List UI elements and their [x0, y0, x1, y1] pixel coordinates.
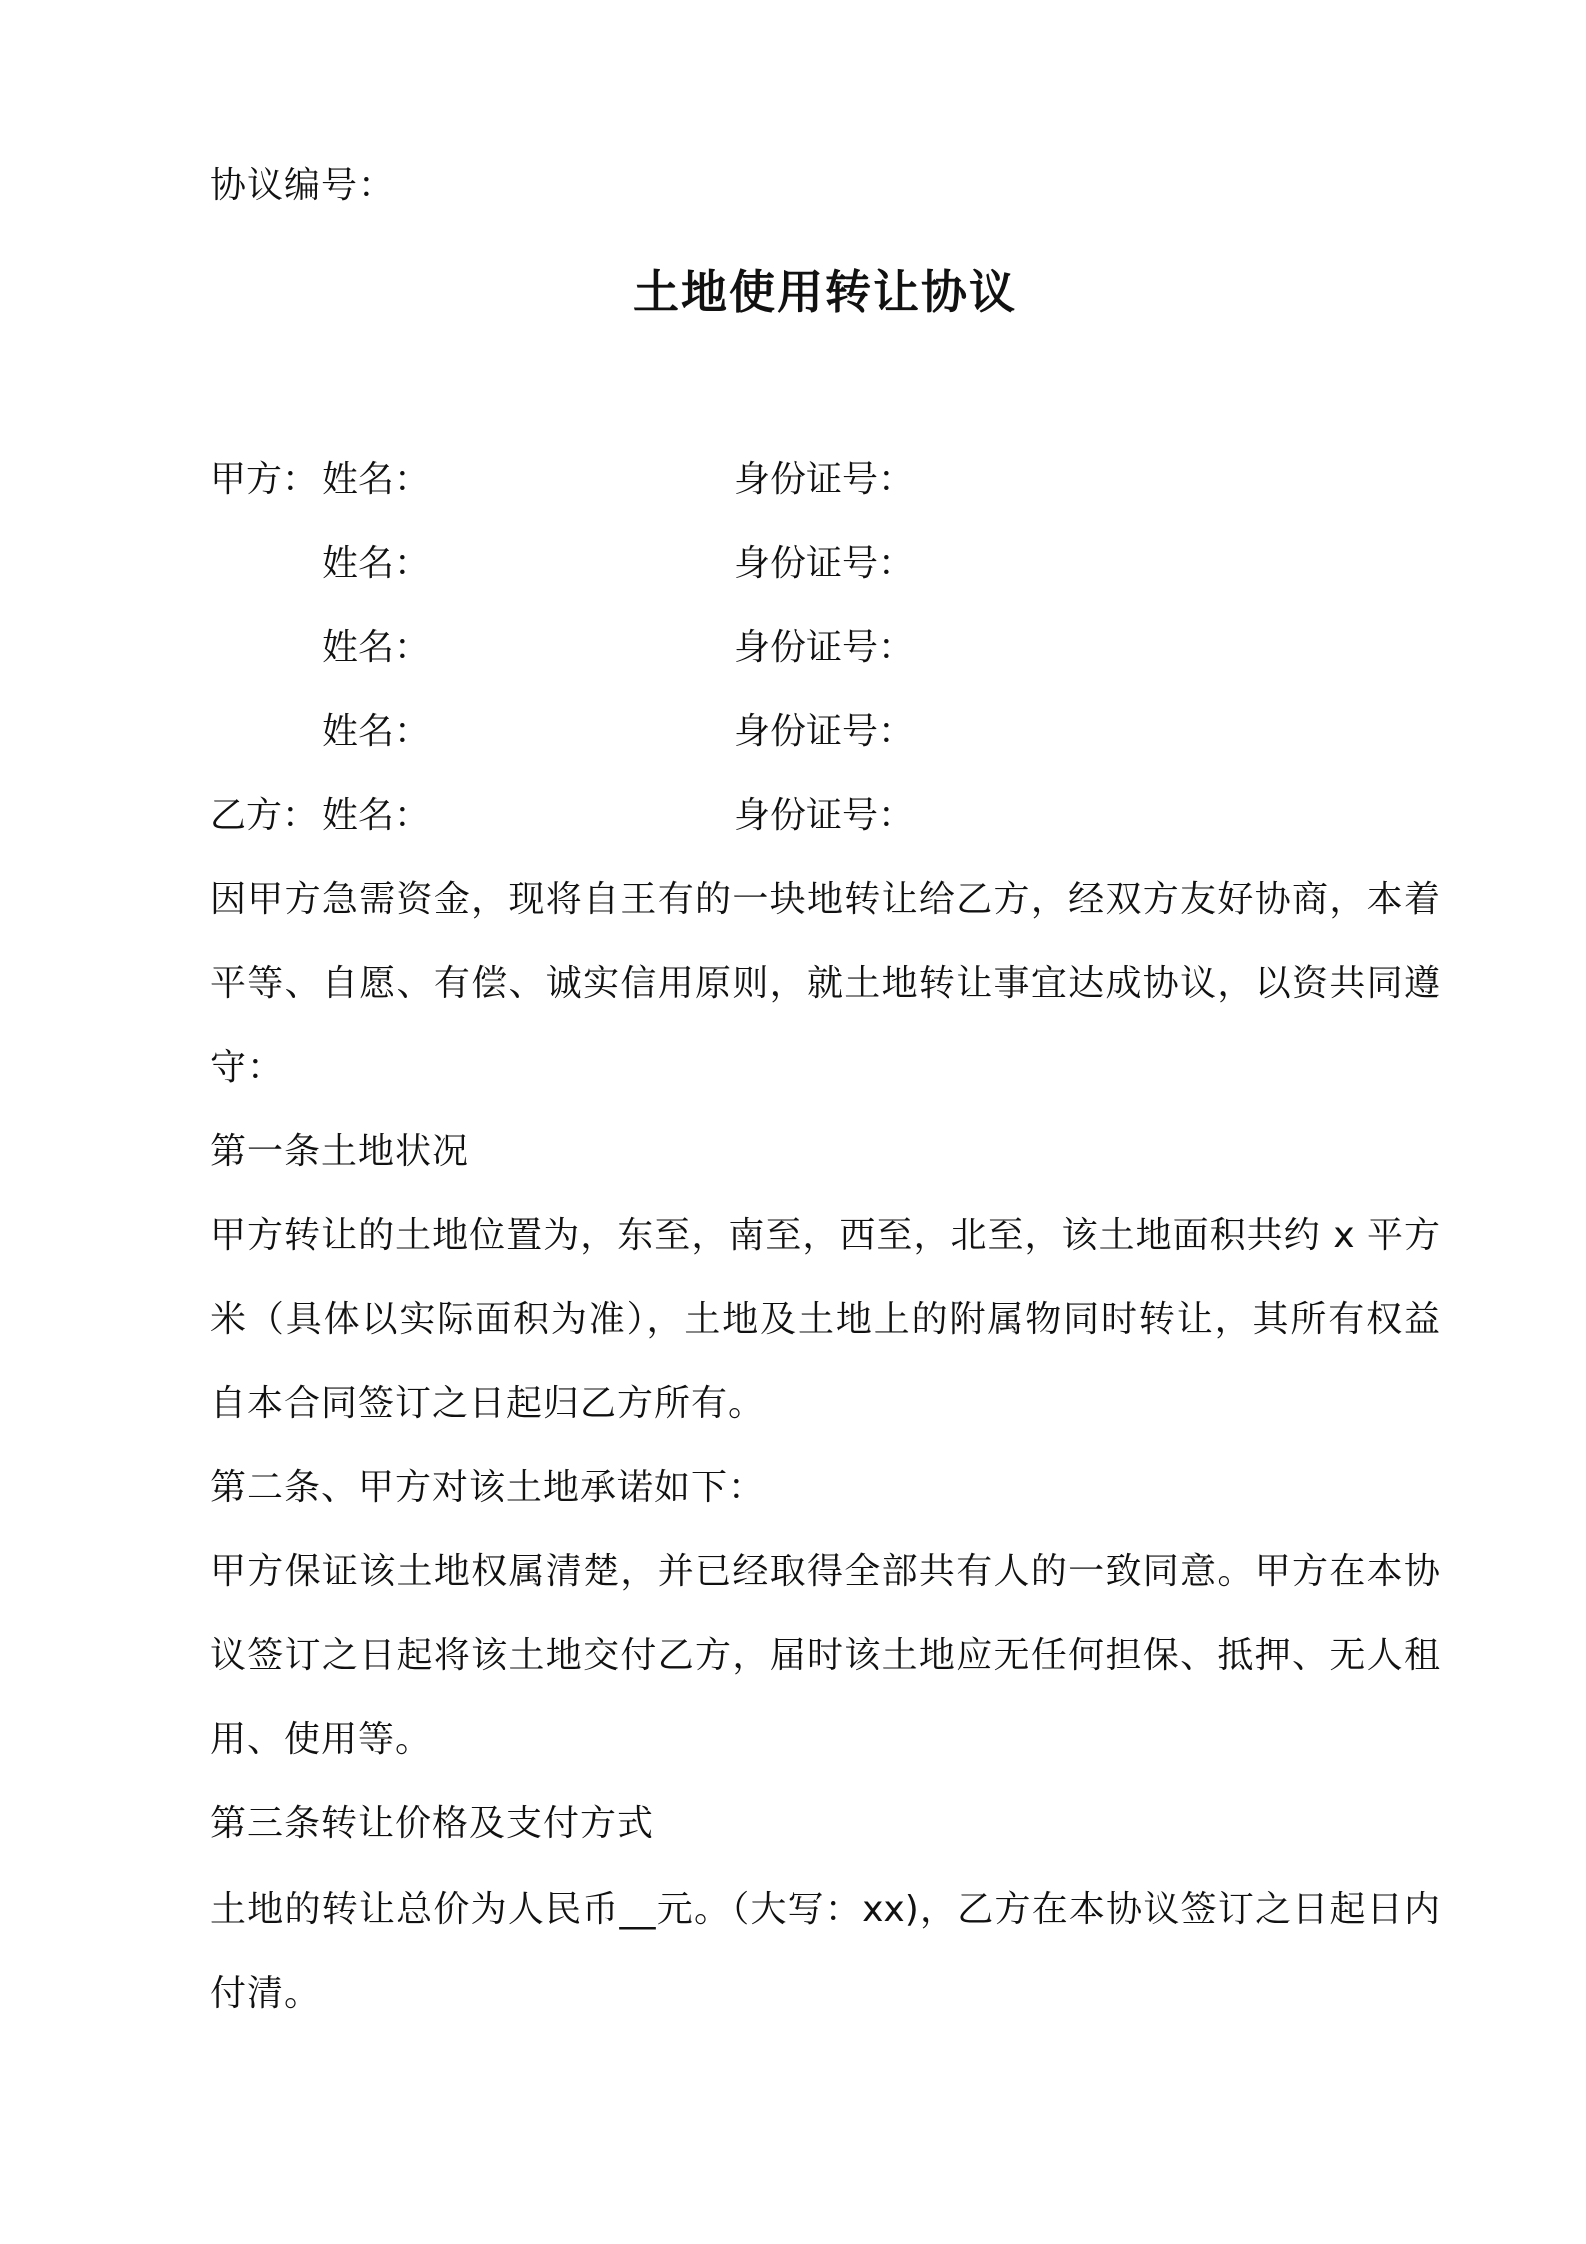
article-1-heading: 第一条土地状况 [210, 1131, 470, 1172]
article-1-line: 甲方转让的土地位置为，东至，南至，西至，北至，该土地面积共约 x 平方 [210, 1215, 1440, 1256]
article-2-line: 议签订之日起将该土地交付乙方，届时该土地应无任何担保、抵押、无人租 [210, 1635, 1440, 1676]
id-number-label: 身份证号： [734, 459, 915, 500]
name-label: 姓名： [322, 543, 431, 584]
id-number-label: 身份证号： [734, 543, 915, 584]
article-3-heading: 第三条转让价格及支付方式 [210, 1803, 655, 1844]
document-title: 土地使用转让协议 [633, 265, 1017, 319]
article-1-line: 自本合同签订之日起归乙方所有。 [210, 1383, 766, 1424]
party-b-label: 乙方： [210, 795, 319, 836]
article-2-line: 用、使用等。 [210, 1719, 433, 1760]
name-label: 姓名： [322, 459, 431, 500]
preamble-line: 守： [210, 1047, 285, 1088]
name-label: 姓名： [322, 711, 431, 752]
article-3-line: 土地的转让总价为人民币__元。（大写：xx)，乙方在本协议签订之日起日内 [210, 1889, 1440, 1930]
agreement-number-label: 协议编号： [210, 165, 396, 206]
name-label: 姓名： [322, 795, 431, 836]
name-label: 姓名： [322, 627, 431, 668]
preamble-line: 平等、自愿、有偿、诚实信用原则，就土地转让事宜达成协议，以资共同遵 [210, 963, 1440, 1004]
article-2-line: 甲方保证该土地权属清楚，并已经取得全部共有人的一致同意。甲方在本协 [210, 1551, 1440, 1592]
preamble-line: 因甲方急需资金，现将自王有的一块地转让给乙方，经双方友好协商，本着 [210, 879, 1440, 920]
article-2-heading: 第二条、甲方对该土地承诺如下： [210, 1467, 766, 1508]
id-number-label: 身份证号： [734, 711, 915, 752]
article-1-line: 米（具体以实际面积为准），土地及土地上的附属物同时转让，其所有权益 [210, 1299, 1440, 1340]
party-a-label: 甲方： [210, 459, 319, 500]
article-3-line: 付清。 [210, 1973, 322, 2014]
id-number-label: 身份证号： [734, 795, 915, 836]
id-number-label: 身份证号： [734, 627, 915, 668]
